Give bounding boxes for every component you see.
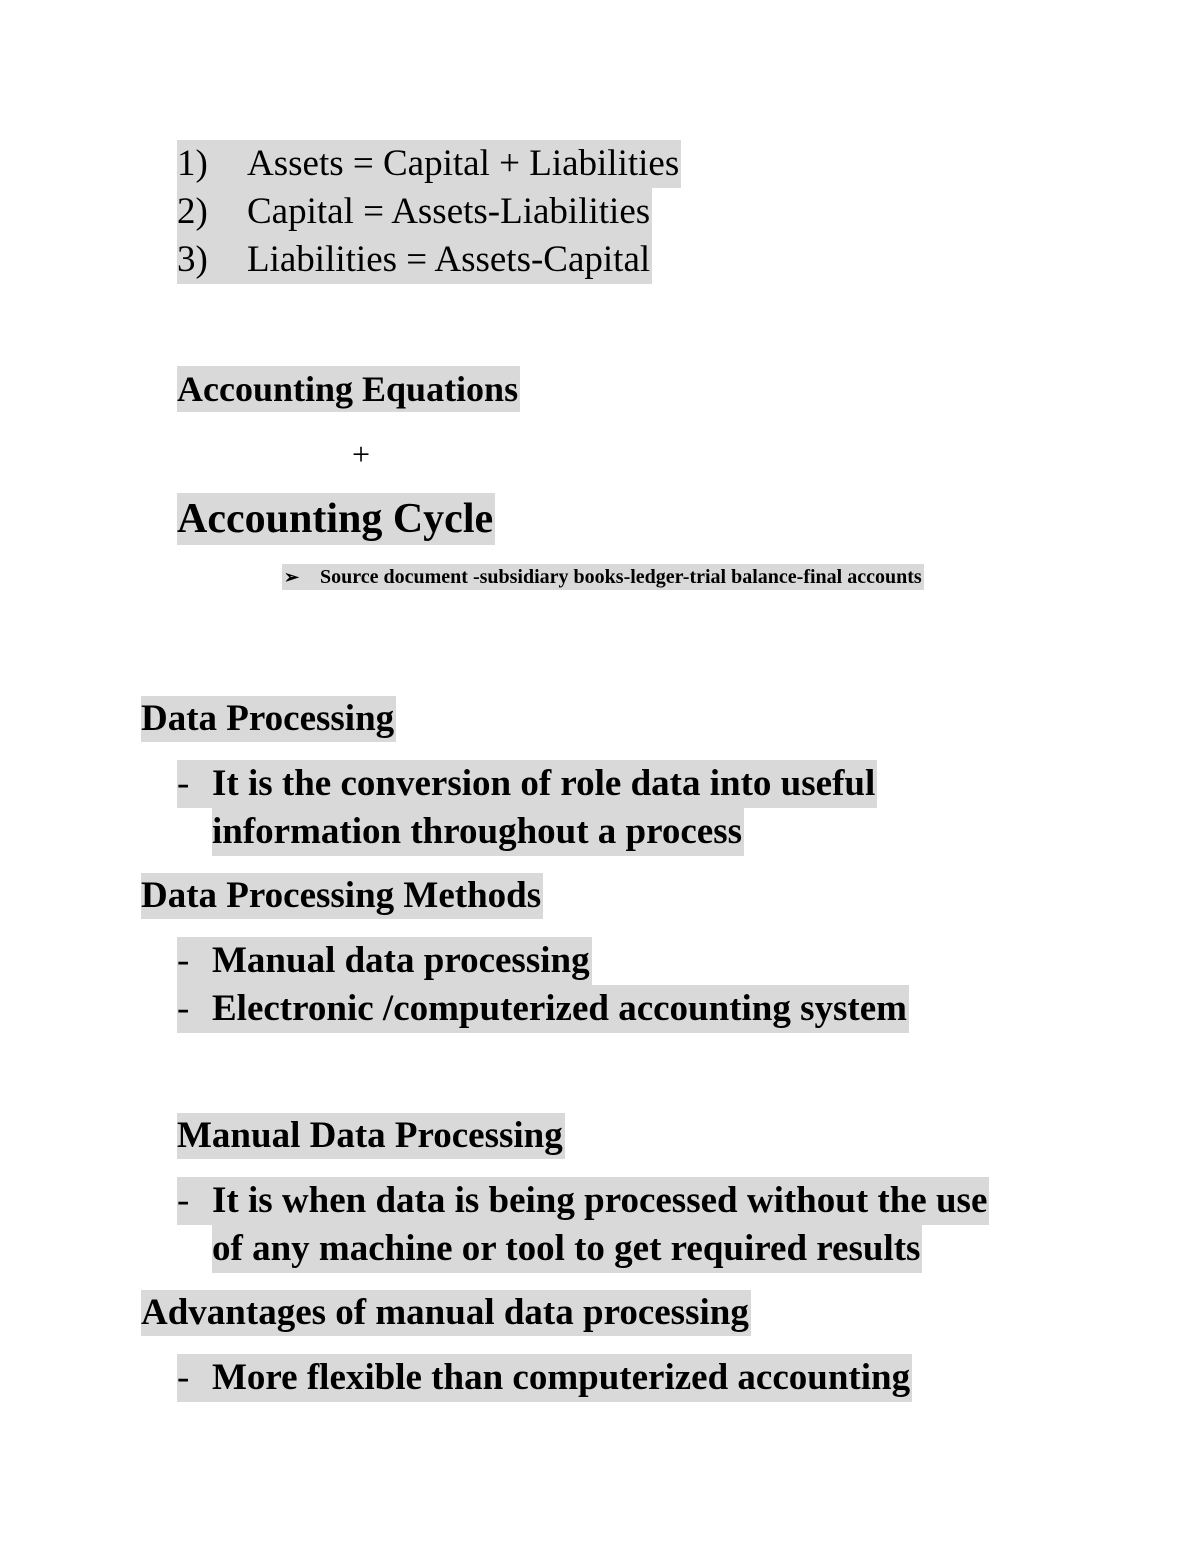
equation-row	[177, 140, 681, 188]
bullet-text	[212, 1354, 912, 1402]
bullet-text	[212, 985, 909, 1033]
bullet-dash: -	[177, 985, 212, 1033]
manual-data-processing-heading: Manual Data Processing	[177, 1113, 565, 1159]
equation-row	[177, 188, 681, 236]
accounting-cycle-steps	[282, 564, 924, 590]
equation-number: 2)	[177, 191, 208, 232]
equation-list	[177, 140, 681, 284]
cycle-steps-text: Source document -subsidiary books-ledger-trial balance-final accounts	[320, 566, 922, 588]
equation-highlight	[177, 236, 652, 284]
method-item	[177, 937, 592, 985]
manual-data-processing-definition	[177, 1177, 989, 1273]
bullet-line: More flexible than computerized accounting	[212, 1354, 912, 1402]
bullet-dash: -	[177, 760, 212, 808]
data-processing-heading: Data Processing	[141, 696, 396, 742]
equation-number: 3)	[177, 239, 208, 280]
bullet-line: Electronic /computerized accounting system	[212, 985, 909, 1033]
data-processing-definition	[177, 760, 877, 856]
advantages-heading: Advantages of manual data processing	[141, 1290, 751, 1336]
advantage-item	[177, 1354, 912, 1402]
equation-text: Capital = Assets-Liabilities	[247, 191, 651, 232]
accounting-equations-heading: Accounting Equations	[177, 366, 520, 412]
bullet-line: It is the conversion of role data into useful	[212, 760, 877, 808]
accounting-cycle-heading: Accounting Cycle	[177, 493, 495, 545]
bullet-line: Manual data processing	[212, 937, 592, 985]
equation-number: 1)	[177, 143, 208, 184]
bullet-text	[212, 1177, 989, 1273]
bullet-line: of any machine or tool to get required results	[212, 1225, 922, 1273]
bullet-line: information throughout a process	[212, 808, 744, 856]
data-processing-methods-heading: Data Processing Methods	[141, 873, 543, 919]
arrow-bullet-icon: ➢	[284, 567, 300, 587]
bullet-dash: -	[177, 937, 212, 985]
bullet-dash: -	[177, 1177, 212, 1225]
equation-text: Assets = Capital + Liabilities	[247, 143, 680, 184]
equation-row	[177, 236, 681, 284]
equation-highlight	[177, 188, 652, 236]
bullet-text	[212, 937, 592, 985]
bullet-text	[212, 760, 877, 856]
equation-text: Liabilities = Assets-Capital	[247, 239, 651, 280]
bullet-dash: -	[177, 1354, 212, 1402]
plus-sign: +	[352, 436, 371, 472]
bullet-line: It is when data is being processed without the use	[212, 1177, 989, 1225]
method-item	[177, 985, 909, 1033]
equation-highlight	[177, 140, 681, 188]
